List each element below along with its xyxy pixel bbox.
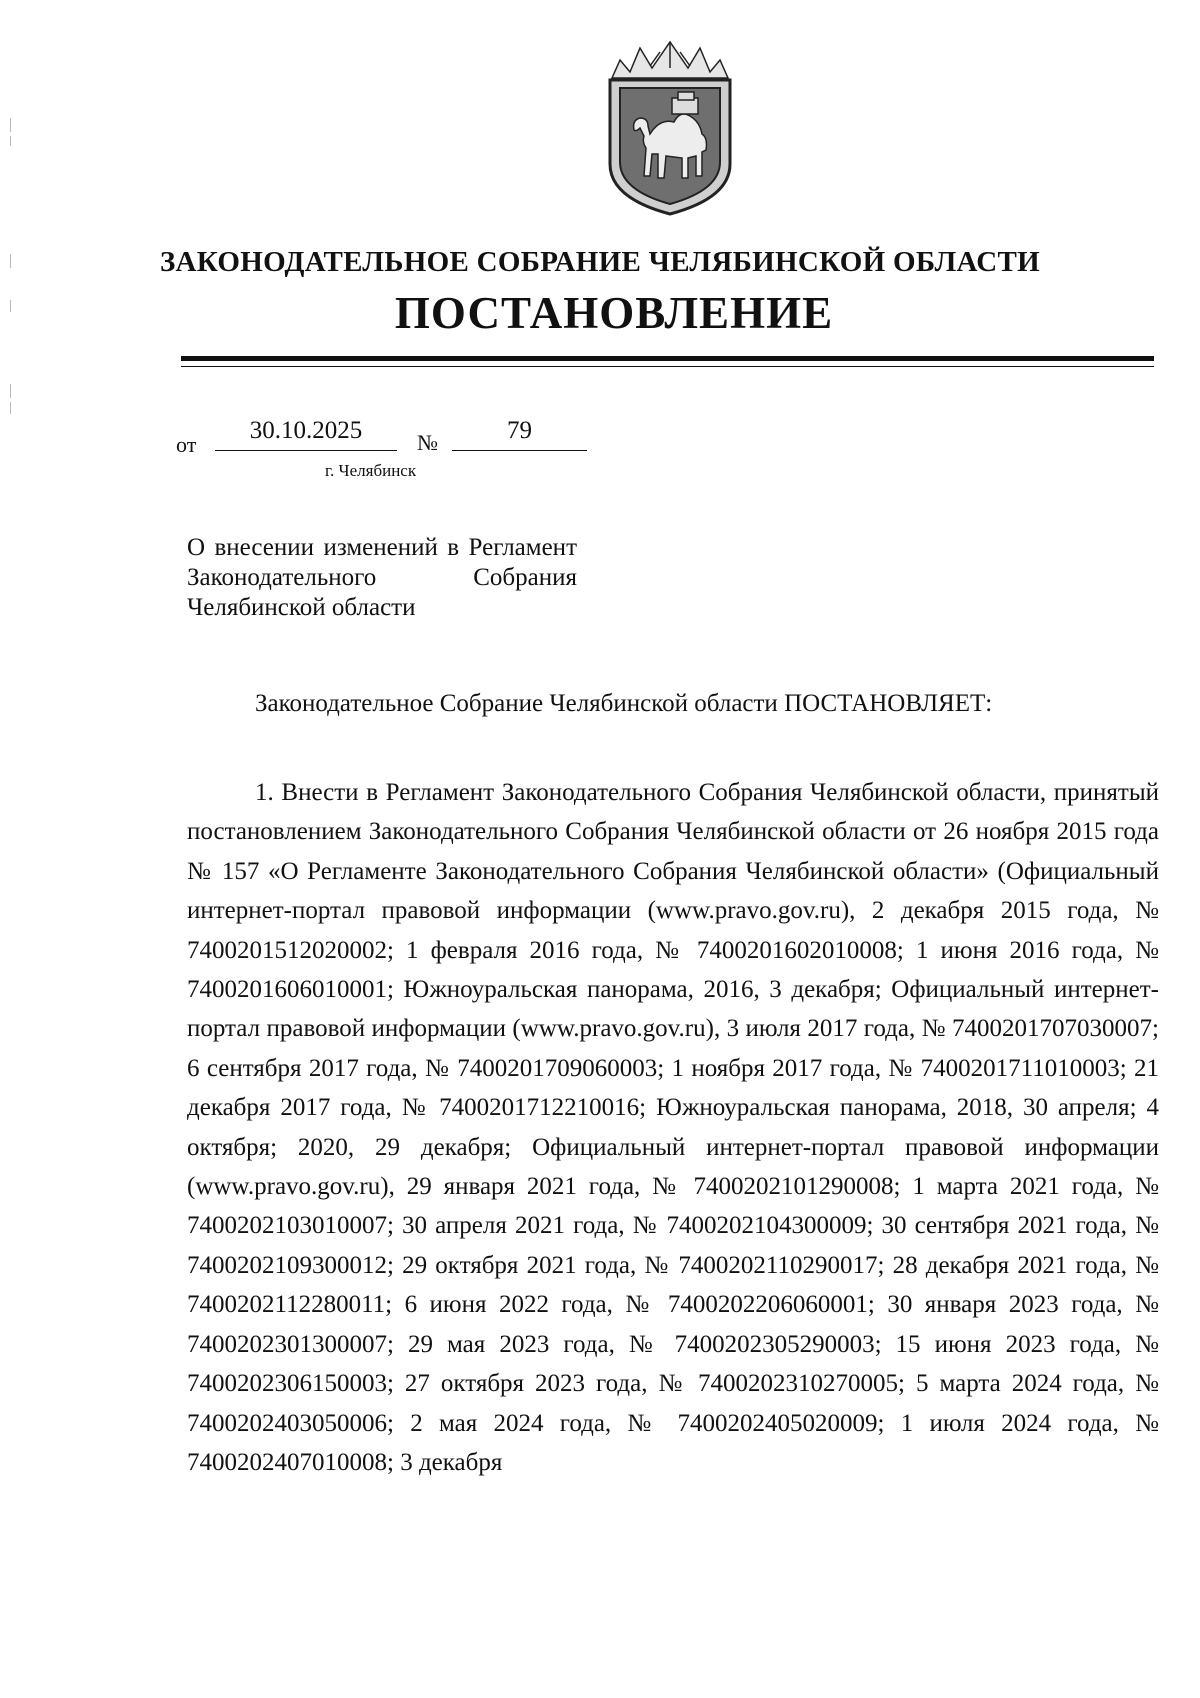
header-rule-thick (181, 356, 1154, 361)
coat-of-arms-emblem (590, 38, 750, 218)
header-rule-thin (181, 366, 1154, 367)
number-underline (452, 450, 587, 451)
document-date: 30.10.2025 (249, 417, 363, 444)
number-label: № (417, 430, 438, 455)
document-type: ПОСТАНОВЛЕНИЕ (394, 288, 834, 338)
date-underline (215, 450, 397, 451)
document-number: 79 (507, 417, 532, 444)
date-label: от (176, 432, 197, 457)
decree-statement: Законодательное Собрание Челябинской области ПОСТАНОВЛЯЕТ: (255, 690, 993, 717)
document-subject: О внесении изменений в Регламент Законодательного Собрания Челябинской области (187, 534, 577, 621)
paragraph-1: 1. Внести в Регламент Законодательного Собрания Челябинской области, принятый постановлением Законодательного Собрания Челябинской области от 26 ноября 2015 года № 157 «О Регламенте Законодательного Собрания Челябинской области» (Официальный интернет-портал правовой информации (www.pravo.gov.ru), 2 декабря 2015 года, № 7400201512020002; 1 февраля 2016 года, № 7400201602010008; 1 июня 2016 года, № 7400201606010001; Южноуральская панорама, 2016, 3 декабря; Официальный интернет-портал правовой информации (www.pravo.gov.ru), 3 июля 2017 года, № 7400201707030007; 6 сентября 2017 года, № 7400201709060003; 1 ноября 2017 года, № 7400201711010003; 21 декабря 2017 года, № 7400201712210016; Южноуральская панорама, 2018, 30 апреля; 4 октября; 2020, 29 декабря; Официальный интернет-портал правовой информации (www.pravo.gov.ru), 29 января 2021 года, № 7400202101290008; 1 марта 2021 года, № 7400202103010007; 30 апреля 2021 года, № 7400202104300009; 30 сентября 2021 года, № 7400202109300012; 29 октября 2021 года, № 7400202110290017; 28 декабря 2021 года, № 7400202112280011; 6 июня 2022 года, № 7400202206060001; 30 января 2023 года, № 7400202301300007; 29 мая 2023 года, № 7400202305290003; 15 июня 2023 года, № 7400202306150003; 27 октября 2023 года, № 7400202310270005; 5 марта 2024 года, № 7400202403050006; 2 мая 2024 года, № 7400202405020009; 1 июля 2024 года, № 7400202407010008; 3 декабря (187, 779, 1159, 1476)
organization-title: ЗАКОНОДАТЕЛЬНОЕ СОБРАНИЕ ЧЕЛЯБИНСКОЙ ОБЛАСТИ (159, 246, 1041, 278)
city-name: г. Челябинск (325, 461, 417, 480)
scan-margin-marks (10, 0, 14, 420)
crown-icon (612, 42, 728, 78)
